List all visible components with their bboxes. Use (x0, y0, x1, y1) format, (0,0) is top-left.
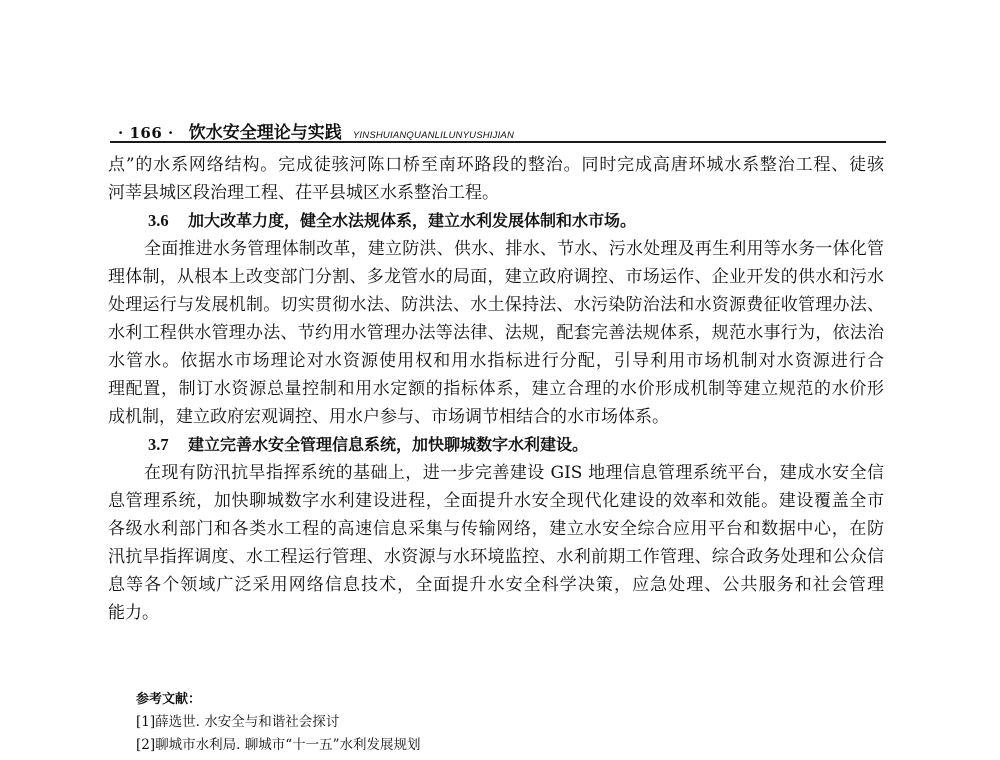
text-line: 水管水。依据水市场理论对水资源使用权和用水指标进行分配，引导利用市场机制对水资源进行合 (108, 351, 884, 371)
text-line: 能力。 (108, 603, 159, 623)
section-heading-3-7 (108, 431, 884, 459)
reference-item: [1]薛选世. 水安全与和谐社会探讨 (136, 714, 340, 730)
section-number: 3.7 (148, 435, 169, 454)
book-title: 饮水安全理论与实践 (188, 123, 342, 143)
text-line: 各级水利部门和各类水工程的高速信息采集与传输网络，建立水安全综合应用平台和数据中心，在防 (108, 519, 884, 539)
running-header (118, 118, 888, 143)
text-line: 息管理系统，加快聊城数字水利建设进程，全面提升水安全现代化建设的效率和效能。建设覆盖全市 (108, 491, 884, 511)
text-line: 理体制，从根本上改变部门分割、多龙管水的局面，建立政府调控、市场运作、企业开发的供水和污水 (108, 267, 884, 287)
text-line: 汛抗旱指挥调度、水工程运行管理、水资源与水环境监控、水利前期工作管理、综合政务处理和公众信 (108, 547, 884, 567)
section-title: 加大改革力度，健全水法规体系，建立水利发展体制和水市场。 (188, 211, 637, 230)
section-number: 3.6 (148, 211, 169, 230)
reference-item: [2]聊城市水利局. 聊城市“十一五”水利发展规划 (136, 737, 421, 753)
header-rule (110, 141, 886, 143)
section-title: 建立完善水安全管理信息系统，加快聊城数字水利建设。 (188, 435, 589, 454)
text-line: 处理运行与发展机制。切实贯彻水法、防洪法、水土保持法、水污染防治法和水资源费征收管理办法、 (108, 295, 884, 315)
text-line: 理配置，制订水资源总量控制和用水定额的指标体系，建立合理的水价形成机制等建立规范的水价形 (108, 379, 884, 399)
text-line: 河莘县城区段治理工程、茌平县城区水系整治工程。 (108, 183, 499, 203)
section-heading-3-6 (108, 207, 884, 235)
text-line: 水利工程供水管理办法、节约用水管理办法等法律、法规，配套完善法规体系，规范水事行为，依法治 (108, 323, 884, 343)
text-line: 息等各个领域广泛采用网络信息技术，全面提升水安全科学决策，应急处理、公共服务和社会管理 (108, 575, 884, 595)
references (136, 689, 836, 757)
text-line: 成机制，建立政府宏观调控、用水户参与、市场调节相结合的水市场体系。 (108, 407, 669, 427)
page-number: · 166 · (118, 124, 174, 142)
text-line: 点”的水系网络结构。完成徒骇河陈口桥至南环路段的整治。同时完成高唐环城水系整治工程、徒骇 (108, 155, 884, 175)
text-line: 全面推进水务管理体制改革，建立防洪、供水、排水、节水、污水处理及再生利用等水务一体化管 (144, 239, 884, 259)
text-line: 在现有防汛抗旱指挥系统的基础上，进一步完善建设 GIS 地理信息管理系统平台，建成水安全信 (144, 463, 884, 483)
references-title: 参考文献： (136, 692, 202, 707)
body-text (108, 151, 884, 627)
book-title-pinyin: YINSHUIANQUANLILUNYUSHIJIAN (352, 130, 515, 141)
